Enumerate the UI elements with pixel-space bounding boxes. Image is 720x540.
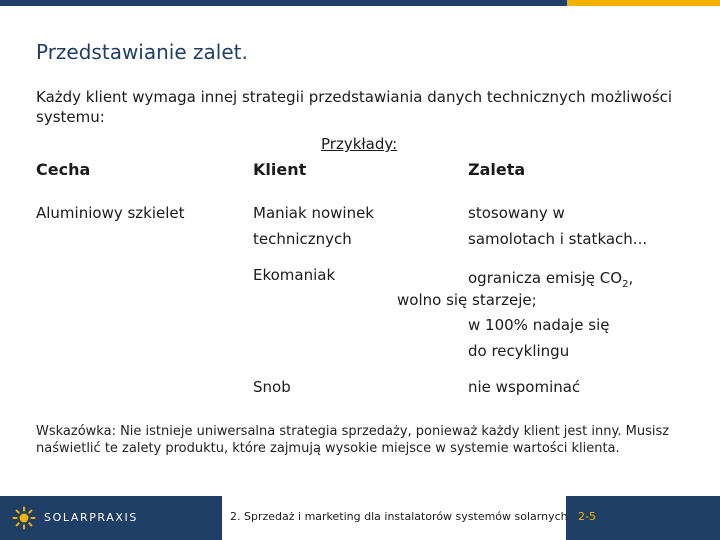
page-number: 2-5 xyxy=(578,510,596,523)
sun-icon xyxy=(12,506,36,530)
intro-text: Każdy klient wymaga innej strategii przedstawiania danych technicznych możliwości systemu: xyxy=(36,88,673,126)
advantage-cell-3: nie wspominać xyxy=(468,378,581,396)
feature-cell: Aluminiowy szkielet xyxy=(36,204,185,222)
client-cell-1-line-1: Maniak nowinek xyxy=(253,204,374,222)
advantage-cell-2-line-2: wolno się starzeje; xyxy=(397,291,537,309)
advantage-cell-1-line-2: samolotach i statkach... xyxy=(468,230,648,248)
hint-text: Wskazówka: Nie istnieje uniwersalna strategia sprzedaży, ponieważ każdy klient jest inny. Musisz naświetlić te zalety produktu, które zajmują wysokie miejsce w systemie wartości klienta. xyxy=(36,424,670,456)
header-client: Klient xyxy=(253,160,307,179)
slide-title: Przedstawianie zalet. xyxy=(36,40,248,64)
examples-label: Przykłady: xyxy=(321,135,398,153)
client-cell-3: Snob xyxy=(253,378,291,396)
advantage-cell-2-line-4: do recyklingu xyxy=(468,342,570,360)
advantage-cell-2-text: ogranicza emisję CO xyxy=(468,269,623,287)
co2-subscript: 2 xyxy=(622,279,629,290)
advantage-cell-1-line-1: stosowany w xyxy=(468,204,565,222)
footer-course-title: 2. Sprzedaż i marketing dla instalatorów systemów solarnych xyxy=(230,510,568,523)
logo-text: SOLARPRAXIS xyxy=(44,511,138,524)
client-cell-1 xyxy=(253,200,374,252)
header-advantage: Zaleta xyxy=(468,160,526,179)
client-cell-2: Ekomaniak xyxy=(253,266,336,284)
advantage-cell-2-comma: , xyxy=(628,269,634,287)
header-feature: Cecha xyxy=(36,160,91,179)
advantage-cell-1 xyxy=(468,200,647,252)
client-cell-1-line-2: technicznych xyxy=(253,230,352,248)
advantage-cell-2-line-3: w 100% nadaje się xyxy=(468,316,610,334)
top-accent-bar xyxy=(567,0,720,6)
